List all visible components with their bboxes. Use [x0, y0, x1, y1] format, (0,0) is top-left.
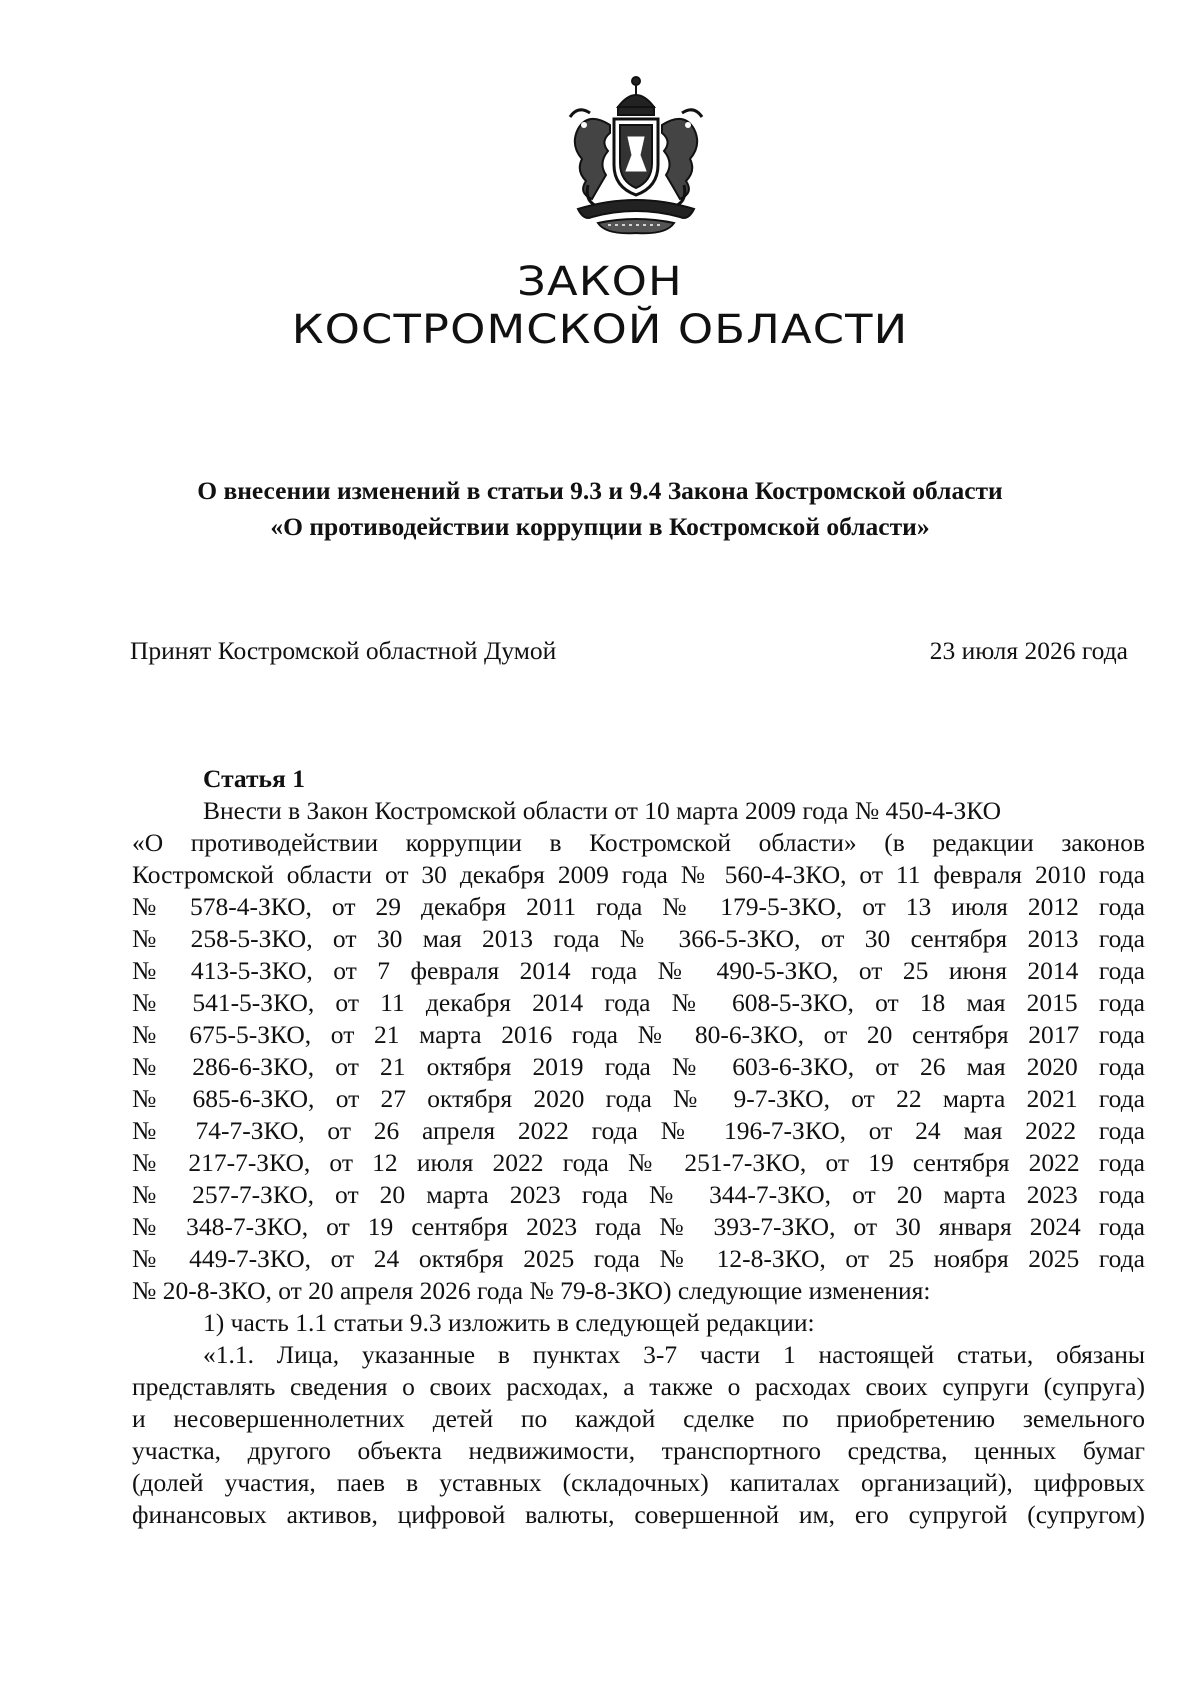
- article-line: «1.1. Лица, указанные в пунктах 3-7 части 1 настоящей статьи, обязаны: [203, 1340, 1145, 1369]
- article-line: представлять сведения о своих расходах, а также о расходах своих супруги (супруга): [132, 1372, 1145, 1401]
- article-line: № 257-7-ЗКО, от 20 марта 2023 года № 344-7-ЗКО, от 20 марта 2023 года: [132, 1180, 1145, 1209]
- adopted-by: Принят Костромской областной Думой: [130, 636, 557, 665]
- adoption-date: 23 июля 2026 года: [929, 636, 1128, 665]
- article-line: «О противодействии коррупции в Костромской области» (в редакции законов: [132, 828, 1145, 857]
- article-line: № 578-4-ЗКО, от 29 декабря 2011 года № 179-5-ЗКО, от 13 июля 2012 года: [132, 892, 1145, 921]
- law-title: ЗАКОН: [517, 259, 683, 305]
- article-line: Внести в Закон Костромской области от 10 марта 2009 года № 450-4-ЗКО: [203, 796, 1002, 825]
- article-line: № 449-7-ЗКО, от 24 октября 2025 года № 12-8-ЗКО, от 25 ноября 2025 года: [132, 1244, 1145, 1273]
- article-line: № 217-7-ЗКО, от 12 июля 2022 года № 251-7-ЗКО, от 19 сентября 2022 года: [132, 1148, 1145, 1177]
- article-line: № 286-6-ЗКО, от 21 октября 2019 года № 603-6-ЗКО, от 26 мая 2020 года: [132, 1052, 1145, 1081]
- article-line: Костромской области от 30 декабря 2009 года № 560-4-ЗКО, от 11 февраля 2010 года: [132, 860, 1145, 889]
- law-subject-line-1: О внесении изменений в статьи 9.3 и 9.4 Закона Костромской области: [197, 476, 1003, 505]
- article-line: № 74-7-ЗКО, от 26 апреля 2022 года № 196-7-ЗКО, от 24 мая 2022 года: [132, 1116, 1145, 1145]
- article-line: № 20-8-ЗКО, от 20 апреля 2026 года № 79-8-ЗКО) следующие изменения:: [132, 1276, 931, 1305]
- article-line: участка, другого объекта недвижимости, транспортного средства, ценных бумаг: [132, 1436, 1145, 1465]
- article-line: № 541-5-ЗКО, от 11 декабря 2014 года № 608-5-ЗКО, от 18 мая 2015 года: [132, 988, 1145, 1017]
- article-heading: Статья 1: [203, 764, 305, 793]
- article-line: № 685-6-ЗКО, от 27 октября 2020 года № 9-7-ЗКО, от 22 марта 2021 года: [132, 1084, 1145, 1113]
- coat-of-arms-icon: [548, 75, 724, 240]
- article-line: и несовершеннолетних детей по каждой сделке по приобретению земельного: [132, 1404, 1145, 1433]
- article-line: № 413-5-ЗКО, от 7 февраля 2014 года № 490-5-ЗКО, от 25 июня 2014 года: [132, 956, 1145, 985]
- law-region-title: КОСТРОМСКОЙ ОБЛАСТИ: [291, 307, 909, 353]
- article-line: (долей участия, паев в уставных (складочных) капиталах организаций), цифровых: [132, 1468, 1145, 1497]
- law-subject-line-2: «О противодействии коррупции в Костромской области»: [270, 512, 930, 541]
- article-line: № 348-7-ЗКО, от 19 сентября 2023 года № 393-7-ЗКО, от 30 января 2024 года: [132, 1212, 1145, 1241]
- article-line: № 258-5-ЗКО, от 30 мая 2013 года № 366-5-ЗКО, от 30 сентября 2013 года: [132, 924, 1145, 953]
- article-line: № 675-5-ЗКО, от 21 марта 2016 года № 80-6-ЗКО, от 20 сентября 2017 года: [132, 1020, 1145, 1049]
- article-line: 1) часть 1.1 статьи 9.3 изложить в следующей редакции:: [203, 1308, 815, 1337]
- article-line: финансовых активов, цифровой валюты, совершенной им, его супругой (супругом): [132, 1500, 1145, 1529]
